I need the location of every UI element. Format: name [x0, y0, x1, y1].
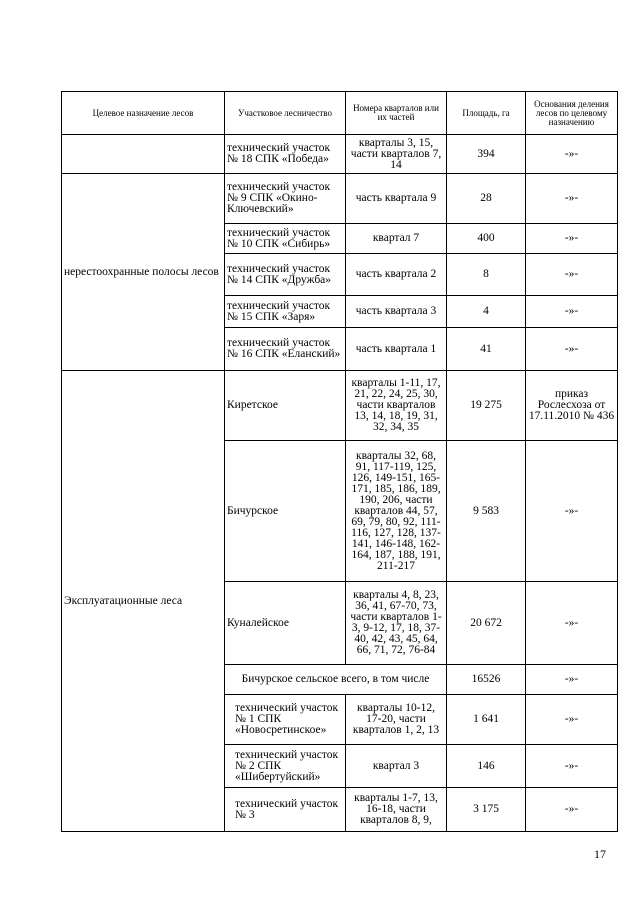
- purpose-cell: [62, 135, 225, 174]
- area-cell: 394: [447, 135, 526, 174]
- table-header-row: [62, 92, 618, 135]
- forestry-cell: Киретское: [225, 371, 346, 441]
- table-row: [62, 371, 618, 441]
- area-cell: 3 175: [447, 788, 526, 832]
- area-cell: 16526: [447, 665, 526, 695]
- forestry-cell: Бичурское: [225, 441, 346, 582]
- quarters-cell: часть квартала 2: [346, 254, 447, 296]
- basis-cell: -»-: [526, 174, 618, 224]
- quarters-cell: кварталы 1-7, 13, 16-18, части кварталов 8, 9,: [346, 788, 447, 832]
- forestry-cell: технический участок № 1 СПК «Новосретинское»: [225, 695, 346, 745]
- table-row: [62, 135, 618, 174]
- forestry-cell: технический участок № 18 СПК «Победа»: [225, 135, 346, 174]
- area-cell: 8: [447, 254, 526, 296]
- header-area: Площадь, га: [447, 92, 526, 135]
- forest-purpose-table: [61, 91, 618, 832]
- quarters-cell: часть квартала 1: [346, 328, 447, 371]
- page-number: 17: [594, 847, 606, 861]
- subtotal-cell: Бичурское сельское всего, в том числе: [225, 665, 447, 695]
- quarters-cell: кварталы 3, 15, части кварталов 7, 14: [346, 135, 447, 174]
- area-cell: 41: [447, 328, 526, 371]
- area-cell: 400: [447, 224, 526, 254]
- basis-cell: -»-: [526, 224, 618, 254]
- quarters-cell: кварталы 4, 8, 23, 36, 41, 67-70, 73, части кварталов 1-3, 9-12, 17, 18, 37-40, 42, 43, 45, 64, 66, 71, 72, 76-84: [346, 582, 447, 665]
- purpose-cell: нерестоохранные полосы лесов: [62, 174, 225, 371]
- forestry-cell: технический участок № 16 СПК «Еланский»: [225, 328, 346, 371]
- quarters-cell: часть квартала 3: [346, 296, 447, 328]
- area-cell: 146: [447, 745, 526, 788]
- basis-cell: -»-: [526, 254, 618, 296]
- basis-cell: -»-: [526, 135, 618, 174]
- purpose-cell: Эксплуатационные леса: [62, 371, 225, 832]
- forestry-cell: технический участок № 10 СПК «Сибирь»: [225, 224, 346, 254]
- quarters-cell: кварталы 32, 68, 91, 117-119, 125, 126, 149-151, 165-171, 185, 186, 189, 190, 206, части кварталов 44, 57, 69, 79, 80, 92, 111-116, 127, 128, 137-141, 146-148, 162-164, 187, 188, 191, 211-217: [346, 441, 447, 582]
- forestry-cell: технический участок № 15 СПК «Заря»: [225, 296, 346, 328]
- basis-cell: -»-: [526, 582, 618, 665]
- forestry-cell: технический участок № 3: [225, 788, 346, 832]
- area-cell: 4: [447, 296, 526, 328]
- area-cell: 9 583: [447, 441, 526, 582]
- table-row: [62, 174, 618, 224]
- header-purpose: Целевое назначение лесов: [62, 92, 225, 135]
- header-forestry: Участковое лесничество: [225, 92, 346, 135]
- forestry-cell: технический участок № 9 СПК «Окино-Ключевский»: [225, 174, 346, 224]
- quarters-cell: часть квартала 9: [346, 174, 447, 224]
- basis-cell: -»-: [526, 695, 618, 745]
- basis-cell: -»-: [526, 745, 618, 788]
- basis-cell: -»-: [526, 441, 618, 582]
- quarters-cell: квартал 7: [346, 224, 447, 254]
- area-cell: 20 672: [447, 582, 526, 665]
- area-cell: 28: [447, 174, 526, 224]
- basis-cell: приказ Рослесхоза от 17.11.2010 № 436: [526, 371, 618, 441]
- forestry-cell: технический участок № 14 СПК «Дружба»: [225, 254, 346, 296]
- quarters-cell: кварталы 10-12, 17-20, части кварталов 1, 2, 13: [346, 695, 447, 745]
- basis-cell: -»-: [526, 296, 618, 328]
- basis-cell: -»-: [526, 788, 618, 832]
- forestry-cell: Куналейское: [225, 582, 346, 665]
- area-cell: 19 275: [447, 371, 526, 441]
- forestry-cell: технический участок № 2 СПК «Шибертуйский»: [225, 745, 346, 788]
- header-basis: Основания деления лесов по целевому назначению: [526, 92, 618, 135]
- basis-cell: -»-: [526, 328, 618, 371]
- header-quarters: Номера кварталов или их частей: [346, 92, 447, 135]
- quarters-cell: квартал 3: [346, 745, 447, 788]
- basis-cell: -»-: [526, 665, 618, 695]
- quarters-cell: кварталы 1-11, 17, 21, 22, 24, 25, 30, части кварталов 13, 14, 18, 19, 31, 32, 34, 35: [346, 371, 447, 441]
- area-cell: 1 641: [447, 695, 526, 745]
